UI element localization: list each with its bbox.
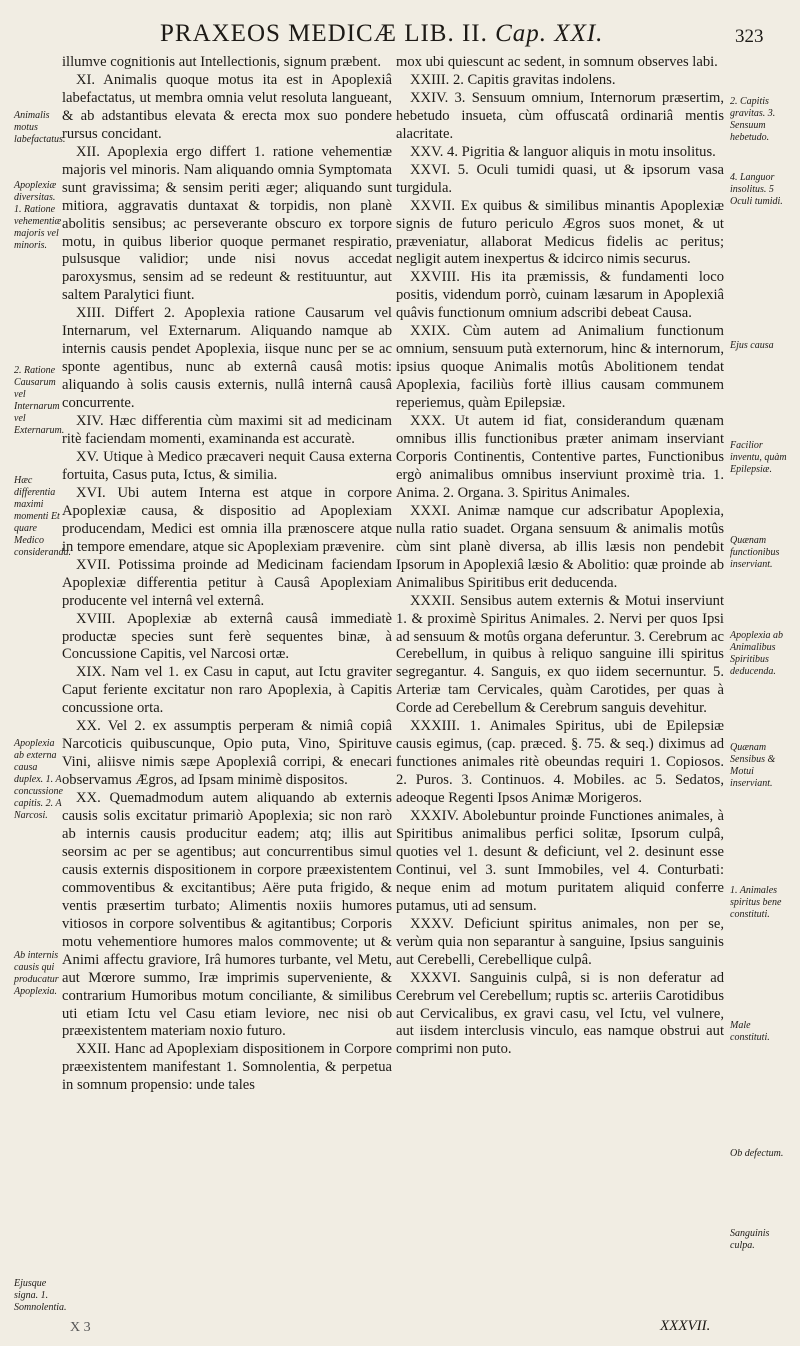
paragraph: XV. Utique à Medico præcaveri nequit Causa externa fortuita, Casus puta, Ictus, & similia.: [62, 448, 392, 483]
paragraph: XII. Apoplexia ergo differt 1. ratione vehementiæ majoris vel minoris. Nam aliquando omnia Symptomata sunt gravissima; & sensim periti æger; aliquando sunt mitiora, aggravatis duntaxat & torpidis, non planè abolitis sensibus; ac perseverante obscuro ex torpore motu, in quibus liberior quoque permanet respiratio, pulsusque validior; unde nisi novus accedat paroxysmus, sensim ad se redeunt & restituuntur, aut saltem Paralytici fiunt.: [62, 143, 392, 304]
paragraph: XXXIII. 1. Animales Spiritus, ubi de Epilepsiæ causis egimus, (cap. præced. §. 75. & seq.) diximus ad functiones animales ritè obeundas requiri 1. Copiosos. 2. Puros. 3. Continuos. 4. Mobiles. ac 5. Sedatos, adeoque Regenti Ipsos Animæ Morigeros.: [396, 718, 724, 807]
paragraph: XIII. Differt 2. Apoplexia ratione Causarum vel Internarum, vel Externarum. Aliquando namque ab internis causis pendet Apoplexia, iisque nunc per se ac sponte agentibus, nunc ab externâ causâ motis: aliquando à solis causis externis, nullâ internâ causâ concurrente.: [62, 305, 392, 412]
paragraph: XXIX. Cùm autem ad Animalium functionum omnium, sensuum putà externorum, hinc & internorum, ipsius quoque Animalis motûs Abolitionem tendat Apoplexia, faciliùs fortè illius causam communem reperiemus, quàm Epilepsiæ.: [396, 323, 724, 412]
margin-note: Ab internis causis qui producatur Apoplexia.: [14, 950, 59, 997]
paragraph: XIX. Nam vel 1. ex Casu in caput, aut Ictu graviter Caput feriente excitatur non raro Apoplexia, à Capitis concussione orta.: [62, 664, 392, 717]
paragraph: XXX. Ut autem id fiat, considerandum quænam omnibus illis functionibus præter animam inserviant Corporis Continentis, Contentive partes, Functionibus ergò animalibus omnibus inserviunt proximè tria. 1. Anima. 2. Organa. 3. Spiritus Animales.: [396, 413, 724, 501]
paragraph: XXV. 4. Pigritia & languor aliquis in motu insolitus.: [410, 143, 716, 160]
margin-note: Hæc differentia maximi momenti Et quare Medico consideranda.: [14, 475, 71, 558]
margin-note: 4. Languor insolitus. 5 Oculi tumidi.: [730, 172, 783, 207]
margin-note: Apoplexia ab Animalibus Spiritibus deducenda.: [730, 630, 784, 677]
margin-note: Animalis motus labefactatus.: [14, 110, 66, 145]
catchword: XXXVII.: [660, 1318, 711, 1334]
book-number: LIB. II.: [404, 20, 488, 47]
margin-note: Ob defectum.: [730, 1148, 784, 1159]
margin-note: Quænam functionibus inserviant.: [730, 535, 780, 570]
margin-note: Facilior inventu, quàm Epilepsiæ.: [730, 440, 787, 475]
margin-note: Apoplexia ab externa causa duplex. 1. A concussione capitis. 2. A Narcosi.: [14, 738, 63, 821]
margin-note: Quænam Sensibus & Motui inserviant.: [730, 742, 776, 789]
running-header: [160, 20, 720, 52]
margin-note: Male constituti.: [730, 1020, 770, 1043]
margin-note: 1. Animales spiritus bene constituti.: [730, 885, 782, 920]
margin-note: Sanguinis culpa.: [730, 1228, 770, 1251]
paragraph: XXIII. 2. Capitis gravitas indolens.: [410, 71, 616, 88]
paragraph: XXXV. Deficiunt spiritus animales, non per se, verùm quia non separantur à sanguine, Ipsius sanguinis aut Cerebelli, Cerebellique culpâ.: [396, 915, 724, 968]
paragraph: XXXI. Animæ namque cur adscribatur Apoplexia, nulla ratio suadet. Organa sensuum & animalis motûs cùm sint planè diversa, ab illis læsis non pendebit Ipsorum in Apoplexiâ læsio & Abolitio: quæ proinde ab Animalibus Spiritibus erit deducenda.: [396, 502, 724, 591]
paragraph: XXVI. 5. Oculi tumidi quasi, ut & ipsorum vasa turgidula.: [396, 161, 724, 196]
paragraph: XXII. Hanc ad Apoplexiam dispositionem in Corpore præexistentem manifestant 1. Somnolentia, & perpetua in somnum propensio: unde tales: [62, 1041, 392, 1094]
paragraph: XVI. Ubi autem Interna est atque in corpore Apoplexiæ causa, & dispositio ad Apoplexiam producendam, Medici est omnia illa prænoscere atque in tempore emendare, atque sic Apoplexiam prævenire.: [62, 484, 392, 555]
paragraph: illumve cognitionis aut Intellectionis, signum præbent.: [62, 54, 381, 70]
margin-note: Ejusque signa. 1. Somnolentia.: [14, 1278, 67, 1313]
paragraph: XXXIV. Abolebuntur proinde Functiones animales, à Spiritibus animalibus perfici solitæ, Ipsorum culpâ, quoties vel 1. desunt & deficiunt, vel 2. desinunt esse Continui, vel 3. sunt Immobiles, vel 4. Conturbati: neque enim ad motum puritatem aliquid conferre putamus, uti ad sensum.: [396, 808, 724, 914]
margin-note: 2. Ratione Causarum vel Internarum vel Externarum.: [14, 365, 65, 436]
right-text-column: [396, 54, 724, 1304]
chapter-number: Cap. XXI.: [495, 20, 604, 47]
paragraph: XXXVI. Sanguinis culpâ, si is non deferatur ad Cerebrum vel Cerebellum; ruptis sc. arteriis Carotidibus aut Cervicalibus, ex gravi casu, vel Ictu, vel vulnere, aut iisdem interclusis vinculo, eas namque obstrui aut comprimi non puto.: [396, 969, 724, 1058]
paragraph: XXVII. Ex quibus & similibus minantis Apoplexiæ signis de futuro periculo Ægros suos monet, & ut præveniatur, allaborat Medicus fidelis ac peritus; negligit autem inexpertus & idcirco nimis securus.: [396, 197, 724, 268]
paragraph: XI. Animalis quoque motus ita est in Apoplexiâ labefactatus, ut membra omnia velut resoluta langueant, & ab adstantibus elevata & erecta mox suo pondere rursus concidant.: [62, 71, 392, 142]
paragraph: XXVIII. His ita præmissis, & fundamenti loco positis, videndum porrò, cuinam læsarum in Apoplexiâ quâvis functionum omnium adscribi debeat Causa.: [396, 269, 724, 322]
margin-note: 2. Capitis gravitas. 3. Sensuum hebetudo.: [730, 96, 776, 143]
margin-note: Apoplexiæ diversitas. 1. Ratione vehementiæ majoris vel minoris.: [14, 180, 62, 251]
paragraph: XVII. Potissima proinde ad Medicinam faciendam Apoplexiæ differentia petitur à Causâ Apoplexiam producente vel internâ vel externâ.: [62, 556, 392, 609]
paragraph: XXXII. Sensibus autem externis & Motui inserviunt 1. & proximè Spiritus Animales. 2. Nervi per quos Ipsi ad sensuum & motûs organa deferuntur. 3. Cerebrum ac Cerebellum, in quibus à reliquo sanguine illi spiritus segregantur. 4. Sanguis, ex quo iidem secernuntur. 5. Arteriæ tam Cervicales, quàm Carotides, per quas à Corde ad Cerebellum & Cerebrum sanguis devehitur.: [396, 592, 724, 717]
signature-mark: X 3: [70, 1320, 91, 1335]
paragraph: XXIV. 3. Sensuum omnium, Internorum præsertim, hebetudo insueta, cùm offuscatâ ordinariâ mentis alacritate.: [396, 89, 724, 142]
paragraph: XX. Vel 2. ex assumptis perperam & nimiâ copiâ Narcoticis quibuscunque, Opio puta, Vino, Spirituve Vini, aliisve nimis sæpe Apoplexiâ corripi, & enecari observamus Ægros, ad Ipsam minimè dispositos.: [62, 718, 392, 789]
paragraph: mox ubi quiescunt ac sedent, in somnum observes labi.: [396, 54, 718, 70]
running-title: PRAXEOS MEDICÆ: [160, 20, 397, 47]
page-number: 323: [735, 26, 764, 47]
paragraph: XIV. Hæc differentia cùm maximi sit ad medicinam ritè faciendam momenti, examinanda est accuratè.: [62, 413, 392, 448]
left-text-column: [62, 54, 392, 1304]
paragraph: XVIII. Apoplexiæ ab externâ causâ immediatè productæ species sunt ferè sequentes binæ, à Concussione Capitis, vel Narcosi ortæ.: [62, 610, 392, 663]
paragraph: XX. Quemadmodum autem aliquando ab externis causis solis excitatur primariò Apoplexia; sic non rarò ab internis causis producitur eadem; atq; illis aut seorsim ac per se agentibus; aut concurrentibus simul causis externis dispositionem in corpore præexistentem commoventibus & excitantibus; Aëre puta frigido, & ventis præsertim turbato; Alimentis noxiis humores vitiosos in corpore solventibus & agitantibus; Corporis motu vehementiore humores malos commovente; ut & Animi affectu graviore, Irâ humores turbante, vel Metu, aut Mœrore summo, Iræ imprimis superveniente, & contrarium Humoribus motum conciliante, & similibus uti etiam Ictu vel Casu etiam leviore, nec nisi ob præexistentem materiam noxio futuro.: [62, 790, 392, 1040]
margin-note: Ejus causa: [730, 340, 774, 351]
